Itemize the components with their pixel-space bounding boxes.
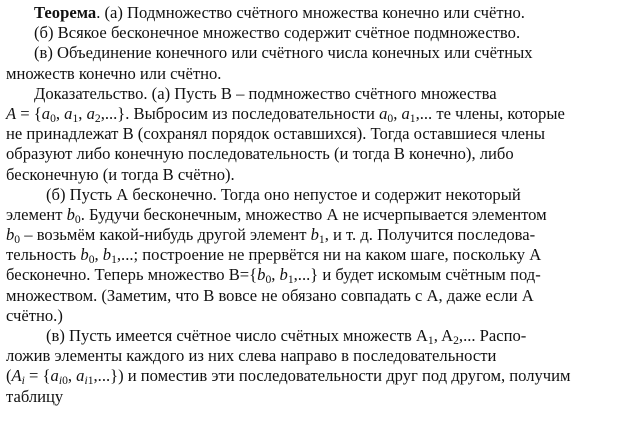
proof-a-line-2-text: . Выбросим из последовательности $a_0$, $a_1$,... те члены, которые [125,103,565,125]
theorem-part-a: . (а) Подмножество счётного множества конечно или счётно. [96,3,525,22]
proof-a-line-5: бесконечную (и тогда В счётно). [6,164,235,184]
proof-b-line-1: (б) Пусть А бесконечно. Тогда оно непустое и содержит некоторый [46,184,521,204]
formula-set-a: $A = \{a_0$, $a_1$, $a_2$,...} [6,103,126,125]
proof-a-line-4: образуют либо конечную последовательность (и тогда В конечно), либо [6,144,514,164]
proof-c-line-3-text: и поместив эти последовательности друг под другом, получим [127,366,571,386]
document-page [6,3,618,407]
proof-c-line-1: (в) Пусть имеется счётное число счётных множеств $A_1$, $A_2$,... Распо- [46,326,527,347]
proof-b-line-5: бесконечно. Теперь множество $В=\{b_0$, $b_1$,...} и будет искомым счётным под- [6,265,541,287]
proof-a-line-1: Доказательство. (а) Пусть В – подмножество счётного множества [34,83,497,103]
proof-a-line-3: не принадлежат В (сохранял порядок оставшихся). Тогда оставшиеся члены [6,124,546,144]
proof-a-line-2 [6,104,618,124]
theorem-line-c2: множеств конечно или счётно. [6,63,222,83]
proof-b-line-6: множеством. (Заметим, что В вовсе не обязано совпадать с А, даже если А [6,285,534,305]
proof-b-line-7: счётно.) [6,305,63,325]
proof-b-line-3: $b_0$ – возьмём какой-нибудь другой элемент $b_1$, и т. д. Получится последова- [6,225,536,247]
theorem-line-a [6,3,618,23]
proof-b-line-2: элемент $b_0$. Будучи бесконечным, множество А не исчерпывается элементом [6,204,547,226]
proof-b-line-4: тельность $b_0$, $b_1$,...; построение не прервётся ни на каком шаге, поскольку А [6,245,542,267]
theorem-title: Теорема [34,3,97,22]
proof-c-line-4: таблицу [6,386,64,406]
theorem-line-c1: (в) Объединение конечного или счётного числа конечных или счётных [34,43,533,63]
formula-sequence-ai: ($A_i = \{a_{i0}$, $a_{i1}$,...}) [6,366,124,388]
proof-c-line-3 [6,366,618,386]
proof-c-line-2: ложив элементы каждого из них слева направо в последовательности [6,346,497,366]
theorem-line-b: (б) Всякое бесконечное множество содержит счётное подмножество. [34,23,521,43]
